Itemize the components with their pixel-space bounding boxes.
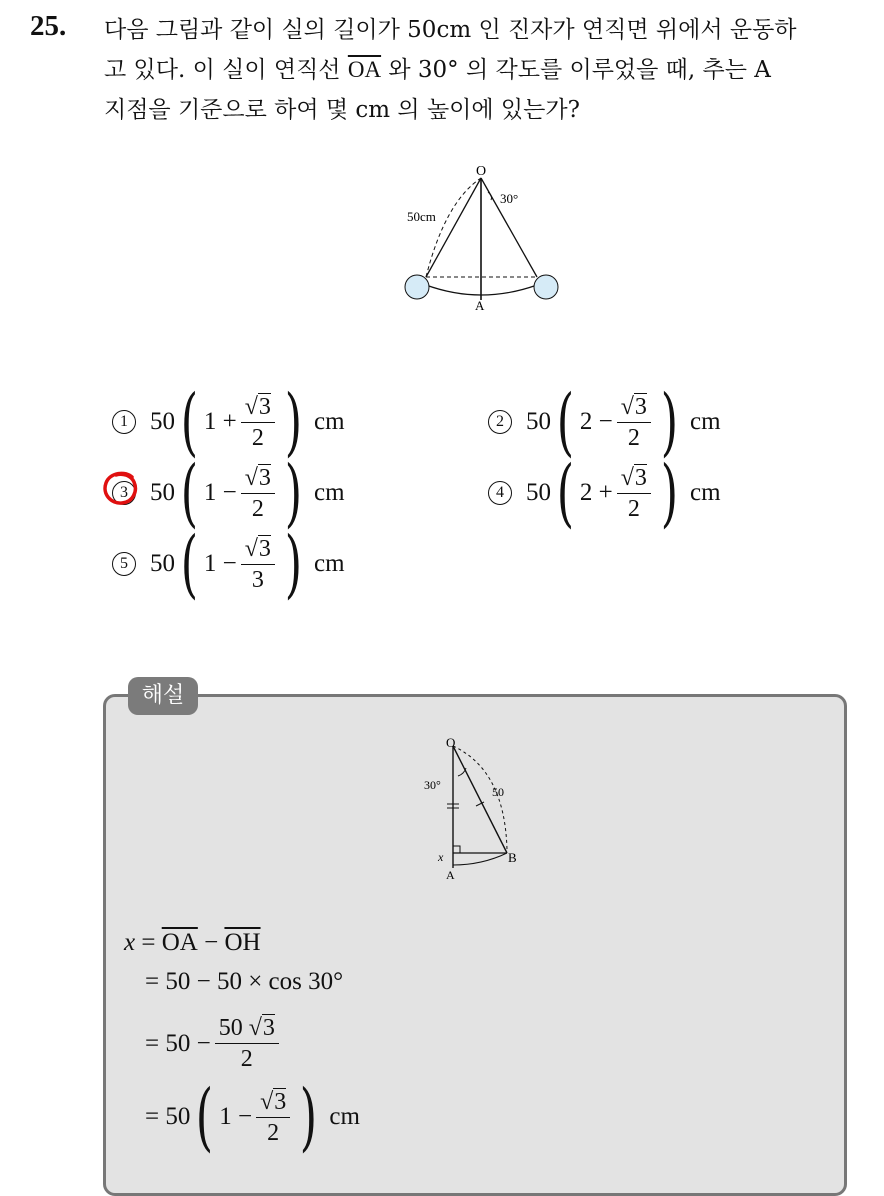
bob-right [534, 275, 558, 299]
choice-1[interactable]: 1 50 ( 1 + $\frac{√3}{2}$ ) cm [112, 384, 345, 460]
label-a: A [475, 298, 485, 313]
question-number: 25. [30, 10, 67, 42]
label-angle: 30° [424, 778, 441, 792]
label-b: B [508, 850, 517, 865]
answer-mark-circle [102, 469, 140, 507]
pendulum-figure [395, 160, 570, 315]
choice-number: 5 [112, 552, 136, 576]
label-x: x [438, 850, 444, 864]
question-text [104, 10, 864, 130]
label-length: 50 [492, 785, 504, 799]
choice-3[interactable]: 3 50 ( 1 − $\frac{√3}{2}$ ) cm [112, 455, 345, 531]
bob-left [405, 275, 429, 299]
equation-line-2: = 50 − 50 × cos 30° [145, 968, 344, 995]
label-angle: 30° [500, 191, 519, 206]
choice-number: 1 [112, 410, 136, 434]
solution-figure [420, 730, 530, 880]
segment-oa: $\overline{OA}$ [347, 57, 382, 82]
question-line-3: 지점을 기준으로 하여 몇 cm 의 높이에 있는가? [104, 97, 580, 123]
question-line-2: 고 있다. 이 실이 연직선 $\overline{OA}$ 와 30° 의 각도를 이루었을 때, 추는 A [104, 57, 771, 83]
choice-2[interactable]: 2 50 ( 2 − $\frac{√3}{2}$ ) cm [488, 384, 721, 460]
label-o: O [446, 735, 456, 750]
choice-5[interactable]: 5 50 ( 1 − $\frac{√3}{3}$ ) cm [112, 526, 345, 602]
choice-4[interactable]: 4 50 ( 2 + $\frac{√3}{2}$ ) cm [488, 455, 721, 531]
equation-line-1: x = $\overline{OA}$ − $\overline{OH}$ [124, 929, 261, 956]
label-o: O [476, 164, 487, 179]
choice-number: 2 [488, 410, 512, 434]
equation-line-3: = 50 − $\frac{50 √3}{2}$ [145, 1013, 283, 1074]
label-a: A [446, 868, 455, 880]
choice-number: 3 [112, 481, 136, 505]
equation-line-4: = 50 ( 1 − $\frac{√3}{2}$ ) cm [145, 1074, 360, 1160]
label-length: 50cm [407, 209, 436, 224]
choice-number: 4 [488, 481, 512, 505]
question-line-1: 다음 그림과 같이 실의 길이가 50cm 인 진자가 연직면 위에서 운동하 [104, 17, 797, 43]
solution-tag: 해설 [128, 677, 198, 715]
